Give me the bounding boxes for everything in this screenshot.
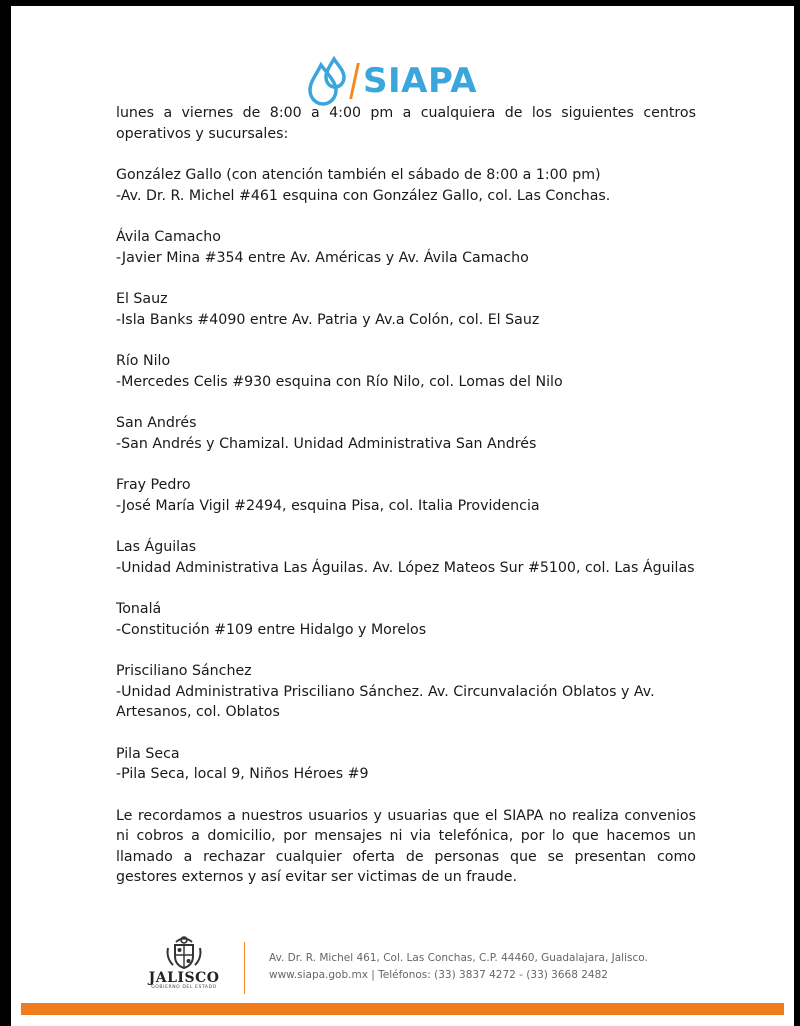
branch-name: Tonalá: [116, 601, 162, 617]
branch-address: -San Andrés y Chamizal. Unidad Administrativa San Andrés: [116, 435, 537, 452]
footer: [11, 934, 794, 1004]
branch-address: -Isla Banks #4090 entre Av. Patria y Av.a Colón, col. El Sauz: [116, 311, 540, 328]
branch-address: -Mercedes Celis #930 esquina con Río Nilo, col. Lomas del Nilo: [116, 373, 563, 390]
closing-paragraph: Le recordamos a nuestros usuarios y usuarias que el SIAPA no realiza convenios ni cobros a domicilio, por mensajes ni via telefónica, por lo que hacemos un llamado a rechazar cualquier oferta de personas que se presentan como gestores externos y así evitar ser victimas de un fraude.: [116, 807, 696, 885]
siapa-logo: [307, 52, 477, 110]
branch-name: Fray Pedro: [116, 477, 191, 493]
branch-name: Las Águilas: [116, 539, 197, 555]
jalisco-coat-of-arms-icon: [164, 934, 204, 970]
branch-address: -Constitución #109 entre Hidalgo y Morelos: [116, 621, 427, 638]
jalisco-seal: [136, 934, 232, 998]
branch-address: -José María Vigil #2494, esquina Pisa, col. Italia Providencia: [116, 497, 540, 514]
footer-orange-bar: [21, 1003, 784, 1015]
footer-contact-line: www.siapa.gob.mx | Teléfonos: (33) 3837 4272 - (33) 3668 2482: [269, 969, 608, 981]
branch-name: Río Nilo: [116, 353, 171, 369]
branch-name: Pila Seca: [116, 745, 180, 762]
branch-item: [116, 227, 696, 268]
jalisco-name: JALISCO: [148, 970, 220, 986]
branch-address: -Javier Mina #354 entre Av. Américas y Av. Ávila Camacho: [116, 249, 529, 266]
branch-item: [116, 165, 696, 206]
footer-address: Av. Dr. R. Michel 461, Col. Las Conchas, C.P. 44460, Guadalajara, Jalisco.: [269, 952, 648, 964]
branch-address: -Unidad Administrativa Prisciliano Sánchez. Av. Circunvalación Oblatos y Av. Artesanos, col. Oblatos: [116, 683, 655, 720]
branch-item: [116, 537, 696, 578]
footer-divider: [244, 942, 245, 994]
branch-item: [116, 289, 696, 330]
intro-paragraph: lunes a viernes de 8:00 a 4:00 pm a cualquiera de los siguientes centros operativos y sucursales:: [116, 105, 696, 142]
branch-address: -Unidad Administrativa Las Águilas. Av. López Mateos Sur #5100, col. Las Águilas: [116, 559, 695, 576]
branch-name: Ávila Camacho: [116, 229, 221, 245]
jalisco-subtitle: GOBIERNO DEL ESTADO: [151, 985, 217, 990]
branch-item: [116, 744, 696, 785]
branch-item: [116, 475, 696, 516]
document-body: [116, 103, 696, 888]
branch-item: [116, 661, 696, 723]
branch-name: San Andrés: [116, 415, 197, 431]
branch-address: -Av. Dr. R. Michel #461 esquina con González Gallo, col. Las Conchas.: [116, 187, 611, 204]
footer-contact: [269, 950, 648, 984]
logo-text: SIAPA: [363, 61, 478, 101]
branch-name: Prisciliano Sánchez: [116, 663, 252, 679]
branch-name: El Sauz: [116, 291, 168, 307]
branch-item: [116, 351, 696, 392]
logo-divider: [349, 63, 360, 99]
branch-name: González Gallo (con atención también el sábado de 8:00 a 1:00 pm): [116, 167, 601, 183]
water-drops-icon: [307, 55, 347, 107]
branch-address: -Pila Seca, local 9, Niños Héroes #9: [116, 766, 369, 782]
document-page: [11, 6, 794, 1026]
branch-item: [116, 413, 696, 454]
branch-item: [116, 599, 696, 640]
